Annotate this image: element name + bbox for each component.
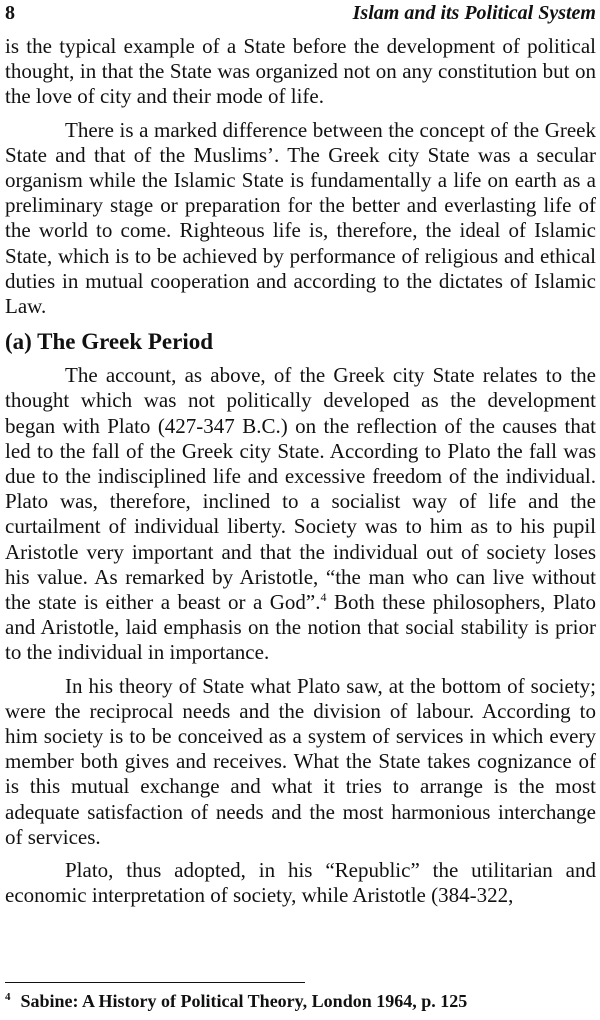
paragraph-continuation: is the typical example of a State before the development of political thought, in that the State was organized not on any constitution but on the love of city and their mode of life.	[5, 34, 596, 109]
page-number: 8	[5, 2, 15, 24]
paragraph-republic: Plato, thus adopted, in his “Republic” the utilitarian and economic interpretation of society, while Aristotle (384-322,	[5, 858, 596, 908]
body-text	[5, 34, 596, 917]
footnote-divider	[5, 982, 305, 983]
paragraph-text-after-note: Both these philosophers, Plato and Aristotle, laid emphasis on the notion that social stability is prior to the individual in importance.	[5, 590, 596, 665]
paragraph-text-before-note: The account, as above, of the Greek city State relates to the thought which was not politically developed as the development began with Plato (427-347 B.C.) on the reflection of the causes that led to the fall of the Greek city State. According to Plato the fall was due to the indisciplined life and excessive freedom of the individual. Plato was, therefore, inclined to a socialist way of life and the curtailment of individual liberty. Society was to him as to his pupil Aristotle very important and that the individual out of society loses his value. As remarked by Aristotle, “the man who can live without the state is either a beast or a God”.	[5, 363, 596, 615]
footnote-number: 4	[5, 991, 11, 1003]
running-head	[5, 2, 596, 28]
running-title: Islam and its Political System	[352, 2, 596, 24]
paragraph-plato-theory: In his theory of State what Plato saw, at the bottom of society; were the reciprocal needs and the division of labour. According to him society is to be conceived as a system of services in which every member both gives and receives. What the State takes cognizance of is this mutual exchange and what it tries to arrange is the most adequate satisfaction of needs and the most harmonious interchange of services.	[5, 673, 596, 849]
section-heading-greek-period: (a) The Greek Period	[5, 329, 214, 355]
footnote-text: Sabine: A History of Political Theory, London 1964, p. 125	[20, 991, 468, 1011]
footnote	[5, 990, 467, 1012]
paragraph-greek-city-state	[5, 363, 596, 665]
footnote-reference[interactable]: 4	[320, 590, 327, 605]
paragraph-greek-vs-muslim-state: There is a marked difference between the concept of the Greek State and that of the Muslims’. The Greek city State was a secular organism while the Islamic State is fundamentally a life on earth as a preliminary stage or preparation for the better and everlasting life of the world to come. Righteous life is, therefore, the ideal of Islamic State, which is to be achieved by performance of religious and ethical duties in mutual cooperation and according to the dictates of Islamic Law.	[5, 117, 596, 319]
